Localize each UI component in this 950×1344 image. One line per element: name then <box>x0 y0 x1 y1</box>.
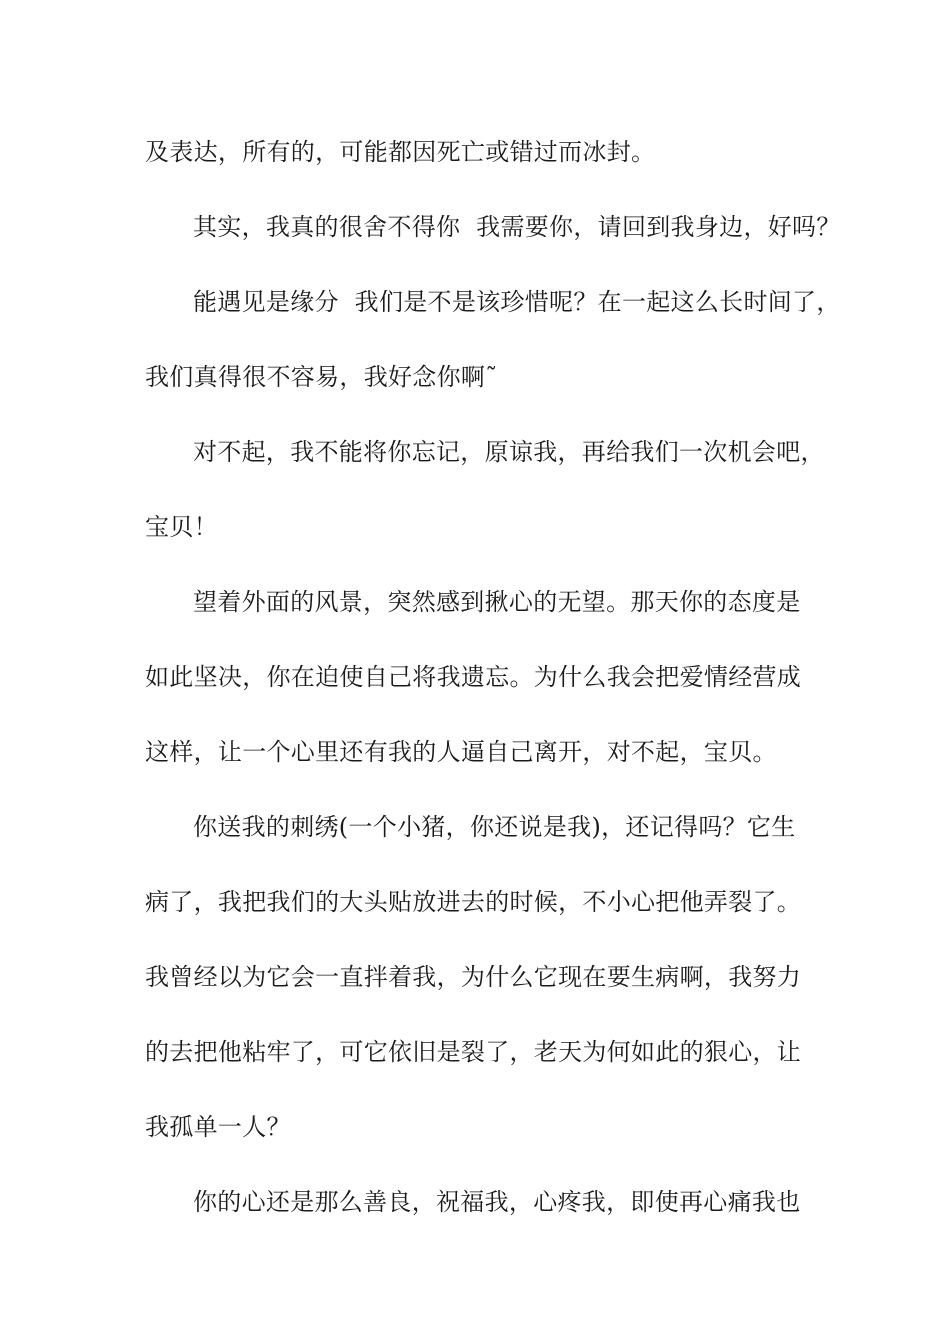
text-line: 的去把他粘牢了，可它依旧是裂了，老天为何如此的狠心，让 <box>145 1038 802 1066</box>
text-line: 你的心还是那么善良，祝福我，心疼我，即使再心痛我也 <box>193 1188 801 1216</box>
text-line: 望着外面的风景，突然感到揪心的无望。那天你的态度是 <box>193 588 801 616</box>
text-line: 病了，我把我们的大头贴放进去的时候，不小心把他弄裂了。 <box>145 888 802 916</box>
text-line: 我孤单一人？ <box>145 1113 291 1141</box>
text-line: 宝贝！ <box>145 513 218 541</box>
text-line: 我们真得很不容易，我好念你啊˜ <box>145 363 498 391</box>
text-line: 其实，我真的很舍不得你 我需要你，请回到我身边，好吗？ <box>193 213 841 241</box>
text-line: 我曾经以为它会一直拌着我，为什么它现在要生病啊，我努力 <box>145 963 802 991</box>
text-line: 如此坚决，你在迫使自己将我遗忘。为什么我会把爱情经营成 <box>145 663 802 691</box>
text-line: 对不起，我不能将你忘记，原谅我，再给我们一次机会吧， <box>193 438 825 466</box>
text-line: 你送我的刺绣(一个小猪，你还说是我)，还记得吗？它生 <box>193 813 796 841</box>
text-line: 能遇见是缘分 我们是不是该珍惜呢？在一起这么长时间了， <box>193 288 841 316</box>
text-line: 及表达，所有的，可能都因死亡或错过而冰封。 <box>145 138 656 166</box>
text-line: 这样，让一个心里还有我的人逼自己离开，对不起，宝贝。 <box>145 738 777 766</box>
